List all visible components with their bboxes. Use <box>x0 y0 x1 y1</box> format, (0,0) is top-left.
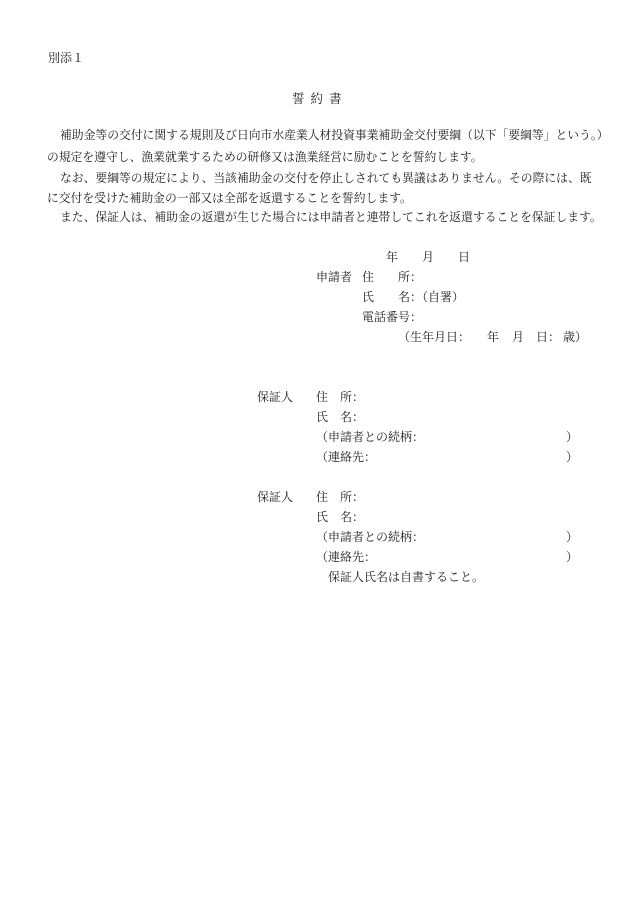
body-line-3: なお、要綱等の規定により、当該補助金の交付を停止しされても異議はありません。その際には、既 <box>60 171 592 185</box>
guarantor-relation-close: ） <box>566 430 579 444</box>
applicant-birth-open: （生年月日： <box>398 330 471 344</box>
body-line-5: また、保証人は、補助金の返還が生じた場合には申請者と連帯してこれを返還することを保証します。 <box>60 210 602 224</box>
body-line-2: の規定を遵守し、漁業就業するための研修又は漁業経営に励むことを誓約します。 <box>47 150 483 164</box>
guarantor-contact-label: （連絡先： <box>316 450 377 464</box>
footer-note: 保証人氏名は自書すること。 <box>328 570 485 584</box>
applicant-role-label: 申請者 <box>316 270 353 284</box>
body-line-4: に交付を受けた補助金の一部又は全部を返還することを誓約します。 <box>47 191 412 205</box>
guarantor-role-label: 保証人 <box>257 490 294 504</box>
guarantor-address-label: 住 所： <box>316 490 365 504</box>
applicant-address-label: 住 所： <box>362 270 423 284</box>
guarantor-contact-close: ） <box>566 550 579 564</box>
guarantor-relation-label: （申請者との続柄： <box>316 430 425 444</box>
date-year: 年 <box>386 250 399 264</box>
applicant-birth-year: 年 <box>487 330 500 344</box>
guarantor-relation-label: （申請者との続柄： <box>316 530 425 544</box>
applicant-birth-month: 月 <box>512 330 525 344</box>
body-line-1: 補助金等の交付に関する規則及び日向市水産業人材投資事業補助金交付要綱（以下「要綱等」という。） <box>60 128 609 142</box>
guarantor-role-label: 保証人 <box>257 390 294 404</box>
guarantor-relation-close: ） <box>566 530 579 544</box>
guarantor-contact-label: （連絡先： <box>316 550 377 564</box>
date-day: 日 <box>458 250 471 264</box>
applicant-phone-label: 電話番号： <box>362 310 423 324</box>
applicant-name-label: 氏 名：（自署） <box>362 290 465 304</box>
annex-label: 別添１ <box>48 51 85 65</box>
applicant-age-suffix: 歳） <box>563 330 588 344</box>
guarantor-address-label: 住 所： <box>316 390 365 404</box>
document-title: 誓約書 <box>292 91 348 106</box>
guarantor-name-label: 氏 名： <box>316 510 365 524</box>
applicant-birth-day: 日： <box>536 330 561 344</box>
date-month: 月 <box>422 250 435 264</box>
guarantor-name-label: 氏 名： <box>316 410 365 424</box>
guarantor-contact-close: ） <box>566 450 579 464</box>
